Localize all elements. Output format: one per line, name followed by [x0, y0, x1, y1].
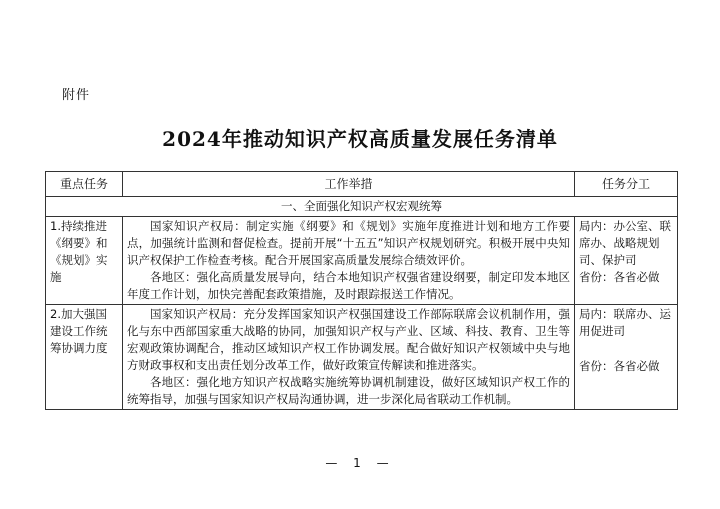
measure-paragraph: 各地区：强化地方知识产权战略实施统筹协调机制建设，做好区域知识产权工作的统筹指导，加强与国家知识产权局沟通协调，进一步深化局省联动工作机制。 — [127, 375, 570, 406]
header-measures: 工作举措 — [123, 172, 575, 197]
task-name: 1.持续推进《纲要》和《规划》实施 — [46, 217, 123, 305]
division-local: 局内：联席办、运用促进司 — [579, 307, 671, 338]
task-measures — [123, 217, 575, 305]
header-key-task: 重点任务 — [46, 172, 123, 197]
measure-paragraph: 国家知识产权局：充分发挥国家知识产权强国建设工作部际联席会议机制作用，强化与东中西部国家重大战略的协同，加强知识产权与产业、区域、科技、教育、卫生等宏观政策协调配合，推动区域知识产权工作协调发展。配合做好知识产权领域中央与地方财政事权和支出责任划分改革工作，做好政策宣传解读和推进落实。 — [127, 307, 570, 372]
task-table — [45, 171, 678, 410]
division-province: 省份：各省必做 — [579, 270, 660, 284]
task-division — [575, 217, 678, 305]
division-local: 局内：办公室、联席办、战略规划司、保护司 — [579, 219, 671, 267]
table-row — [46, 217, 678, 305]
section-heading: 一、全面强化知识产权宏观统筹 — [46, 197, 678, 217]
header-division: 任务分工 — [575, 172, 678, 197]
document-title: 2024年推动知识产权高质量发展任务清单 — [162, 127, 558, 151]
attachment-label: 附件 — [62, 88, 91, 103]
section-row — [46, 197, 678, 217]
page-number: — 1 — — [325, 456, 395, 470]
table-row — [46, 305, 678, 410]
measure-paragraph: 国家知识产权局：制定实施《纲要》和《规划》实施年度推进计划和地方工作要点，加强统计监测和督促检查。提前开展“十五五”知识产权规划研究。积极开展中央知识产权保护工作检查考核。配合开展国家高质量发展综合绩效评价。 — [127, 219, 570, 267]
task-division — [575, 305, 678, 410]
task-name: 2.加大强国建设工作统筹协调力度 — [46, 305, 123, 410]
measure-paragraph: 各地区：强化高质量发展导向，结合本地知识产权强省建设纲要，制定印发本地区年度工作计划，加快完善配套政策措施，及时跟踪报送工作情况。 — [127, 270, 570, 301]
division-province: 省份：各省必做 — [579, 359, 660, 373]
task-measures — [123, 305, 575, 410]
table-header-row — [46, 172, 678, 197]
